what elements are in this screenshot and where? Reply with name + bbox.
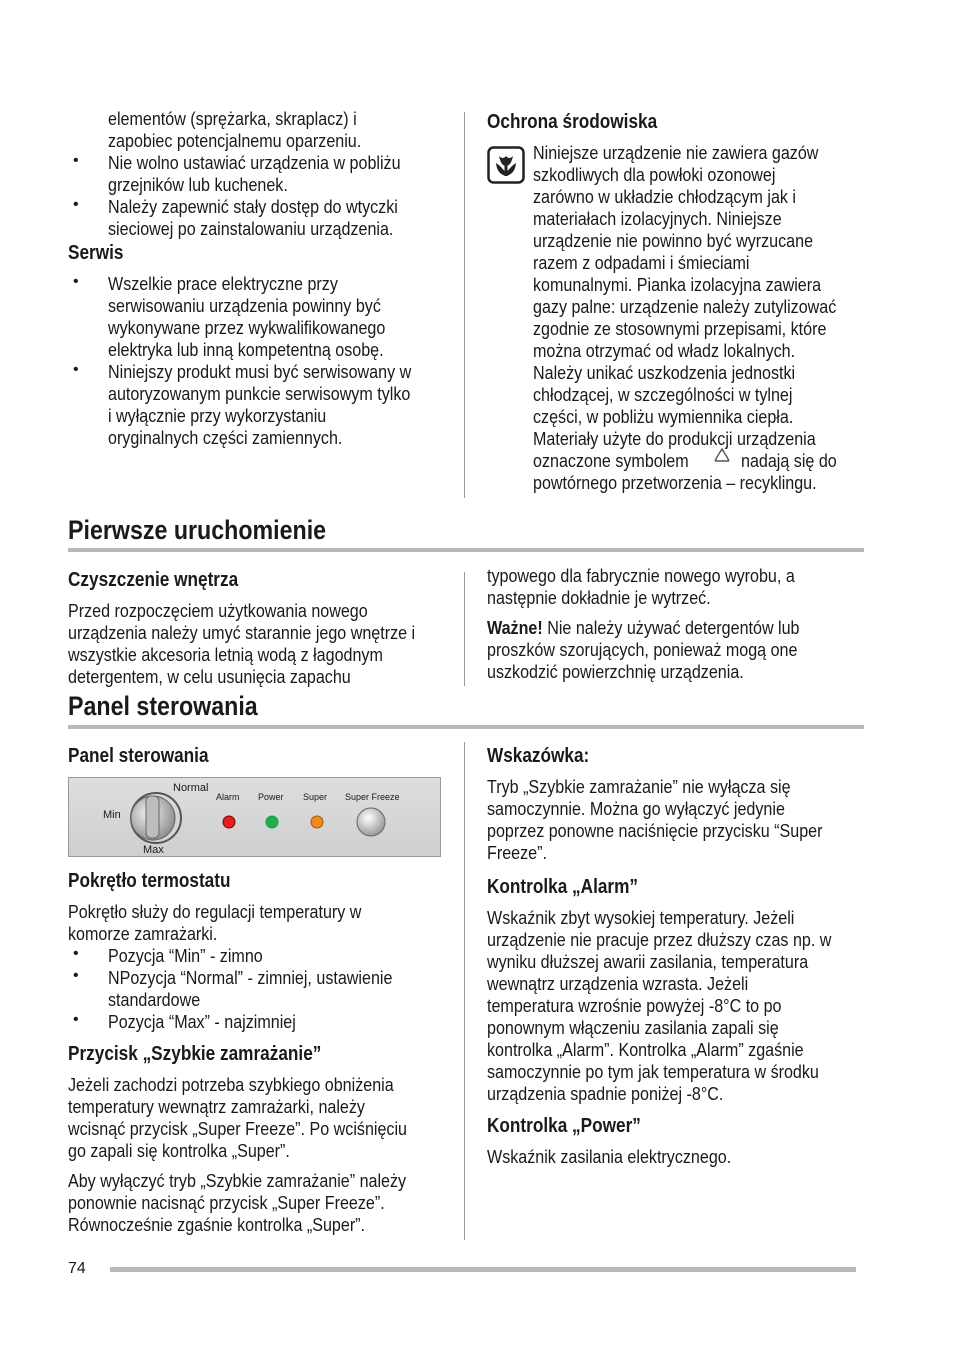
text-line: Nie wolno ustawiać urządzenia w pobliżu [108,152,401,173]
super-freeze-button-icon [357,808,385,836]
text-line: Należy zapewnić stały dostęp do wtyczki [108,196,398,217]
pokretlo-heading: Pokrętło termostatu [68,870,231,892]
text-line: Tryb „Szybkie zamrażanie” nie wyłącza się [487,776,791,797]
text-line: Freeze”. [487,842,547,863]
text-line: Aby wyłączyć tryb „Szybkie zamrażanie” należy [68,1170,407,1191]
wazne-label: Ważne! [487,617,543,638]
text-line: i wyłącznie przy wykorzystaniu [108,405,327,426]
text-line: temperatury wewnątrz zamrażarki, należy [68,1096,365,1117]
power-text [487,1146,857,1168]
label-min: Min [103,809,121,821]
power-lamp-icon [266,816,278,828]
ochrona-heading: Ochrona środowiska [487,111,658,133]
text-line: oryginalnych części zamiennych. [108,427,343,448]
text-line: go zapali się kontrolka „Super”. [68,1140,290,1161]
text-line: chłodzącej, w szczególności w tylnej [533,384,793,405]
list-item: • Należy zapewnić stały dostęp do wtyczki sieciowej po zainstalowaniu urządzenia. [73,196,398,239]
text-line: wszystkie akcesoria letnią wodą z łagodnym [68,644,383,665]
ochrona-text [533,142,863,494]
label-super-freeze: Super Freeze [345,792,400,802]
text-line: urządzenia spadnie poniżej -8°C. [487,1083,724,1104]
text-line: powtórnego przetworzenia – recyklingu. [533,472,817,493]
panel-sub-heading: Panel sterowania [68,745,209,767]
label-max: Max [143,844,164,856]
label-power: Power [258,792,284,802]
text-line: wykonywane przez wykwalifikowanego [108,317,386,338]
przycisk-heading: Przycisk „Szybkie zamrażanie” [68,1043,322,1065]
text-line: komunalnymi. Pianka izolacyjna zawiera [533,274,822,295]
label-normal: Normal [173,782,209,794]
text-line: wcisnąć przycisk „Super Freeze”. Po wciśnięciu [68,1118,408,1139]
text-line: grzejników lub kuchenek. [108,174,288,195]
thermostat-knob-icon [131,793,181,843]
text-line: materiałach izolacyjnych. Niniejsze [533,208,782,229]
text-line: Wszelkie prace elektryczne przy [108,273,338,294]
przycisk-text [68,1074,458,1236]
czyszczenie-heading: Czyszczenie wnętrza [68,569,239,591]
column-divider [464,112,465,498]
column-divider [464,742,465,1240]
text-line: poprzez ponowne naciśnięcie przycisku “Super [487,820,823,841]
text-line: elementów (sprężarka, skraplacz) i [108,108,357,129]
list-item: • Pozycja “Max” - najzimniej [73,1011,296,1032]
panel-sterowania-heading: Panel sterowania [68,691,258,721]
text-line: gazy palne: urządzenie należy zutylizować [533,296,837,317]
text-line: zarówno w układzie chłodzącym jak i [533,186,796,207]
text-line: Pozycja “Min” - zimno [108,945,263,966]
label-super: Super [303,792,328,802]
text-line: urządzenie nie pracuje przez dłuższy czas np. w [487,929,832,950]
text-line: ponownym włączeniu zasilania zapali się [487,1017,779,1038]
text-line: wewnątrz urządzenia wzrasta. Jeżeli [487,973,749,994]
pierwsze-uruchomienie-heading: Pierwsze uruchomienie [68,515,327,545]
text-line: ponownie nacisnąć przycisk „Super Freeze”. [68,1192,385,1213]
alarm-lamp-icon [223,816,235,828]
recycle-icon [711,446,733,473]
text-line: nadają się do [741,450,837,471]
list-item: • Nie wolno ustawiać urządzenia w pobliżu grzejników lub kuchenek. [73,152,401,195]
text-line: szkodliwych dla powłoki ozonowej [533,164,776,185]
text-line: typowego dla fabrycznie nowego wyrobu, a [487,565,795,586]
text-line: proszków szorujących, ponieważ mogą one [487,639,798,660]
text-line: zapobiec potencjalnemu oparzeniu. [108,130,362,151]
text-line: następnie dokładnie je wytrzeć. [487,587,711,608]
page-number: 74 [68,1260,86,1277]
text-line: detergentem, w celu usunięcia zapachu [68,666,351,687]
text-line: Wskaźnik zbyt wysokiej temperatury. Jeżeli [487,907,795,928]
text-line: Jeżeli zachodzi potrzeba szybkiego obniżenia [68,1074,394,1095]
eco-flower-icon [487,146,525,184]
text-line: razem z odpadami i śmieciami [533,252,750,273]
wskazowka-heading: Wskazówka: [487,745,590,767]
czyszczenie-text [68,600,458,688]
label-alarm: Alarm [216,792,240,802]
text-line: Pozycja “Max” - najzimniej [108,1011,296,1032]
super-lamp-icon [311,816,323,828]
text-line: można otrzymać od władz lokalnych. [533,340,796,361]
text-line: Nie należy używać detergentów lub [542,617,800,638]
top-left-column [68,108,458,240]
column-divider [464,572,465,686]
text-line: autoryzowanym punkcie serwisowym tylko [108,383,411,404]
text-line: komorze zamrażarki. [68,923,218,944]
text-line: zgodnie ze stosownymi przepisami, które [533,318,827,339]
list-item: • Wszelkie prace elektryczne przy serwisowaniu urządzenia powinny być wykonywane przez wykwalifikowanego elektryka lub inną kompetentną osobę. [73,273,386,360]
alarm-heading: Kontrolka „Alarm” [487,876,639,898]
text-line: NPozycja “Normal” - zimniej, ustawienie [108,967,393,988]
text-line: wyniku dłuższej awarii zasilania, temperatura [487,951,809,972]
text-line: urządzenia należy umyć starannie jego wnętrze i [68,622,416,643]
text-line: Niniejsze urządzenie nie zawiera gazów [533,142,819,163]
text-line: Należy unikać uszkodzenia jednostki [533,362,796,383]
text-line: Materiały użyte do produkcji urządzenia [533,428,816,449]
serwis-heading: Serwis [68,242,124,264]
pokretlo-text [68,901,458,1033]
text-line: sieciowej po zainstalowaniu urządzenia. [108,218,394,239]
text-line: samoczynnie po tym jak temperatura w środku [487,1061,819,1082]
power-heading: Kontrolka „Power” [487,1115,641,1137]
footer-rule [110,1267,856,1272]
section-rule [68,548,864,552]
text-line: oznaczone symbolem [533,450,689,471]
text-line: serwisowaniu urządzenia powinny być [108,295,381,316]
text-line: Przed rozpoczęciem użytkowania nowego [68,600,368,621]
list-item: • Niniejszy produkt musi być serwisowany w autoryzowanym punkcie serwisowym tylko i wyłącznie przy wykorzystaniu oryginalnych części zamiennych. [73,361,412,448]
text-line: standardowe [108,989,201,1010]
text-line: temperatura wzrośnie powyżej -8°C to po [487,995,782,1016]
text-line: samoczynnie. Można go wyłączyć jedynie [487,798,785,819]
control-panel-image [68,777,441,857]
text-line: uszkodzić powierzchnię urządzenia. [487,661,744,682]
list-item: • Pozycja “Min” - zimno [73,945,263,966]
text-line: części, w pobliżu wymiennika ciepła. [533,406,794,427]
czyszczenie-text-right [487,565,857,683]
serwis-list [68,273,458,449]
text-line: kontrolka „Alarm”. Kontrolka „Alarm” zgaśnie [487,1039,804,1060]
text-line: elektryka lub inną kompetentną osobę. [108,339,384,360]
text-line: Pokrętło służy do regulacji temperatury w [68,901,362,922]
text-line: Wskaźnik zasilania elektrycznego. [487,1146,732,1167]
text-line: Równocześnie zgaśnie kontrolka „Super”. [68,1214,366,1235]
alarm-text [487,907,857,1105]
text-line: Niniejszy produkt musi być serwisowany w [108,361,412,382]
section-rule [68,725,864,729]
wskazowka-text [487,776,857,864]
text-line: urządzenie nie powinno być wyrzucane [533,230,814,251]
list-item: • NPozycja “Normal” - zimniej, ustawienie standardowe [73,967,393,1010]
